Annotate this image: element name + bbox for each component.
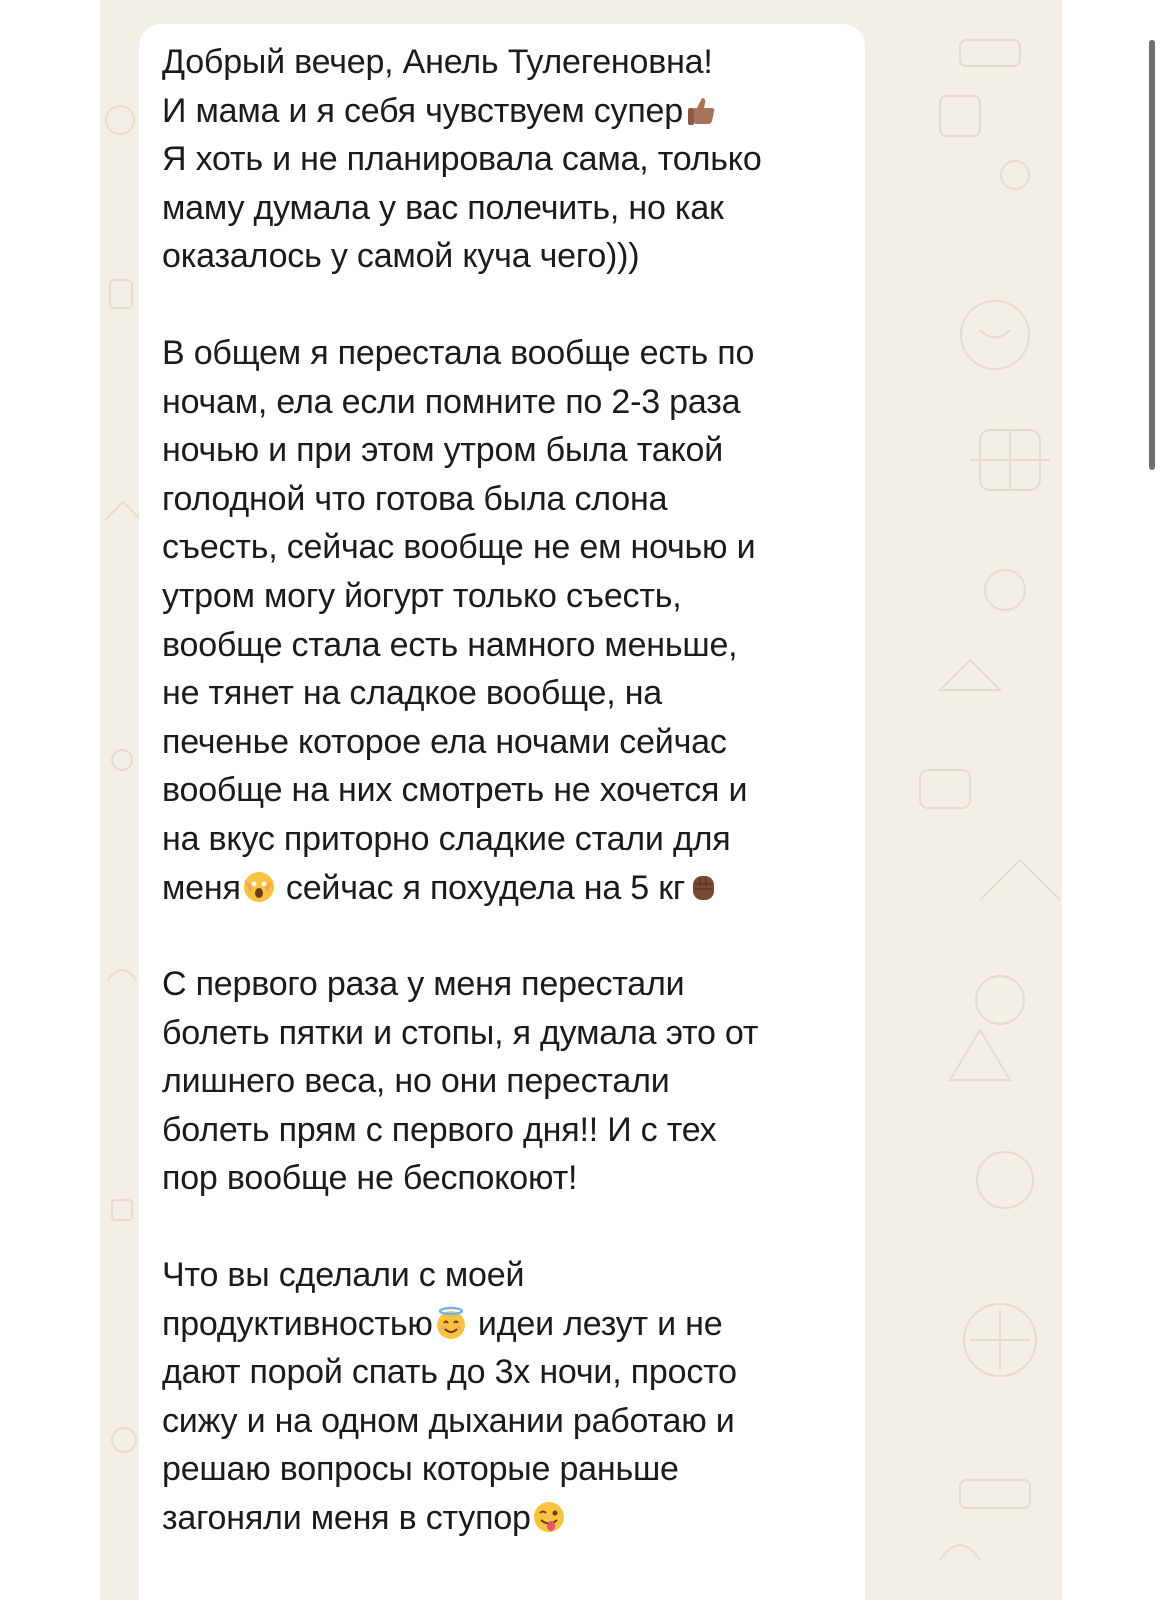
message-line [162,1494,845,1543]
message-text: болеть пятки и стопы, я думала это от [162,1013,759,1052]
message-line [162,1009,845,1058]
smiling-halo-emoji [434,1306,468,1340]
message-text: болеть прям с первого дня!! И с тех [162,1110,717,1149]
raised-fist-emoji [686,870,720,904]
message-line [162,329,845,378]
message-text: маму думала у вас полечить, но как [162,188,724,227]
message-paragraph [162,329,845,912]
message-line [162,184,845,233]
message-text: голодной что готова была слона [162,479,668,518]
message-line [162,87,845,136]
message-line [162,1106,845,1155]
message-line [162,1300,845,1349]
scrollbar-thumb[interactable] [1149,40,1155,470]
message-line [162,232,845,281]
message-text: И мама и я себя чувствуем супер [162,91,683,130]
message-text: лишнего веса, но они перестали [162,1062,670,1101]
message-text: Добрый вечер, Анель Тулегеновна! [162,43,713,81]
message-text: сижу и на одном дыхании работаю и [162,1401,735,1440]
message-paragraph [162,1251,845,1543]
message-text: ночью и при этом утром была такой [162,431,724,470]
message-line [162,523,845,572]
message-paragraph [162,960,845,1203]
message-line [162,475,845,524]
message-line [162,135,845,184]
message-text: Я хоть и не планировала сама, только [162,140,762,179]
message-line [162,1348,845,1397]
message-text: загоняли меня в ступор [162,1499,531,1538]
message-text: решаю вопросы которые раньше [162,1450,679,1489]
message-line [162,378,845,427]
message-text: В общем я перестала вообще есть по [162,333,755,372]
message-text: меня [162,868,241,907]
message-text: дают порой спать до 3х ночи, просто [162,1353,737,1392]
message-text: оказалось у самой куча чего))) [162,237,640,276]
message-line [162,766,845,815]
message-line [162,1445,845,1494]
message-paragraph [162,38,845,281]
message-line [162,1057,845,1106]
message-bubble[interactable] [139,24,865,1624]
message-line [162,1397,845,1446]
message-line [162,718,845,767]
message-line [162,38,845,87]
message-text: утром могу йогурт только съесть, [162,576,682,615]
message-text: ночам, ела если помните по 2-3 раза [162,382,741,421]
message-line [162,621,845,670]
message-line [162,960,845,1009]
thumbs-up-emoji [684,93,718,127]
message-text: сейчас я похудела на 5 кг [276,868,686,907]
message-text: на вкус приторно сладкие стали для [162,819,731,858]
message-line [162,669,845,718]
message-text: не тянет на сладкое вообще, на [162,674,662,713]
face-screaming-hands-emoji [242,870,276,904]
message-text: печенье которое ела ночами сейчас [162,722,727,761]
message-text: съесть, сейчас вообще не ем ночью и [162,528,756,567]
message-text: идеи лезут и не [468,1304,723,1343]
message-line [162,1251,845,1300]
message-text: продуктивностью [162,1304,433,1343]
message-line [162,572,845,621]
message-line [162,1154,845,1203]
message-text: пор вообще не беспокоют! [162,1159,578,1198]
message-line [162,426,845,475]
message-line [162,815,845,864]
message-text: Что вы сделали с моей [162,1256,525,1295]
message-line [162,864,845,913]
message-text: вообще на них смотреть не хочется и [162,771,748,810]
message-text: вообще стала есть намного меньше, [162,625,738,664]
message-text: С первого раза у меня перестали [162,965,685,1004]
winking-tongue-emoji [532,1500,566,1534]
